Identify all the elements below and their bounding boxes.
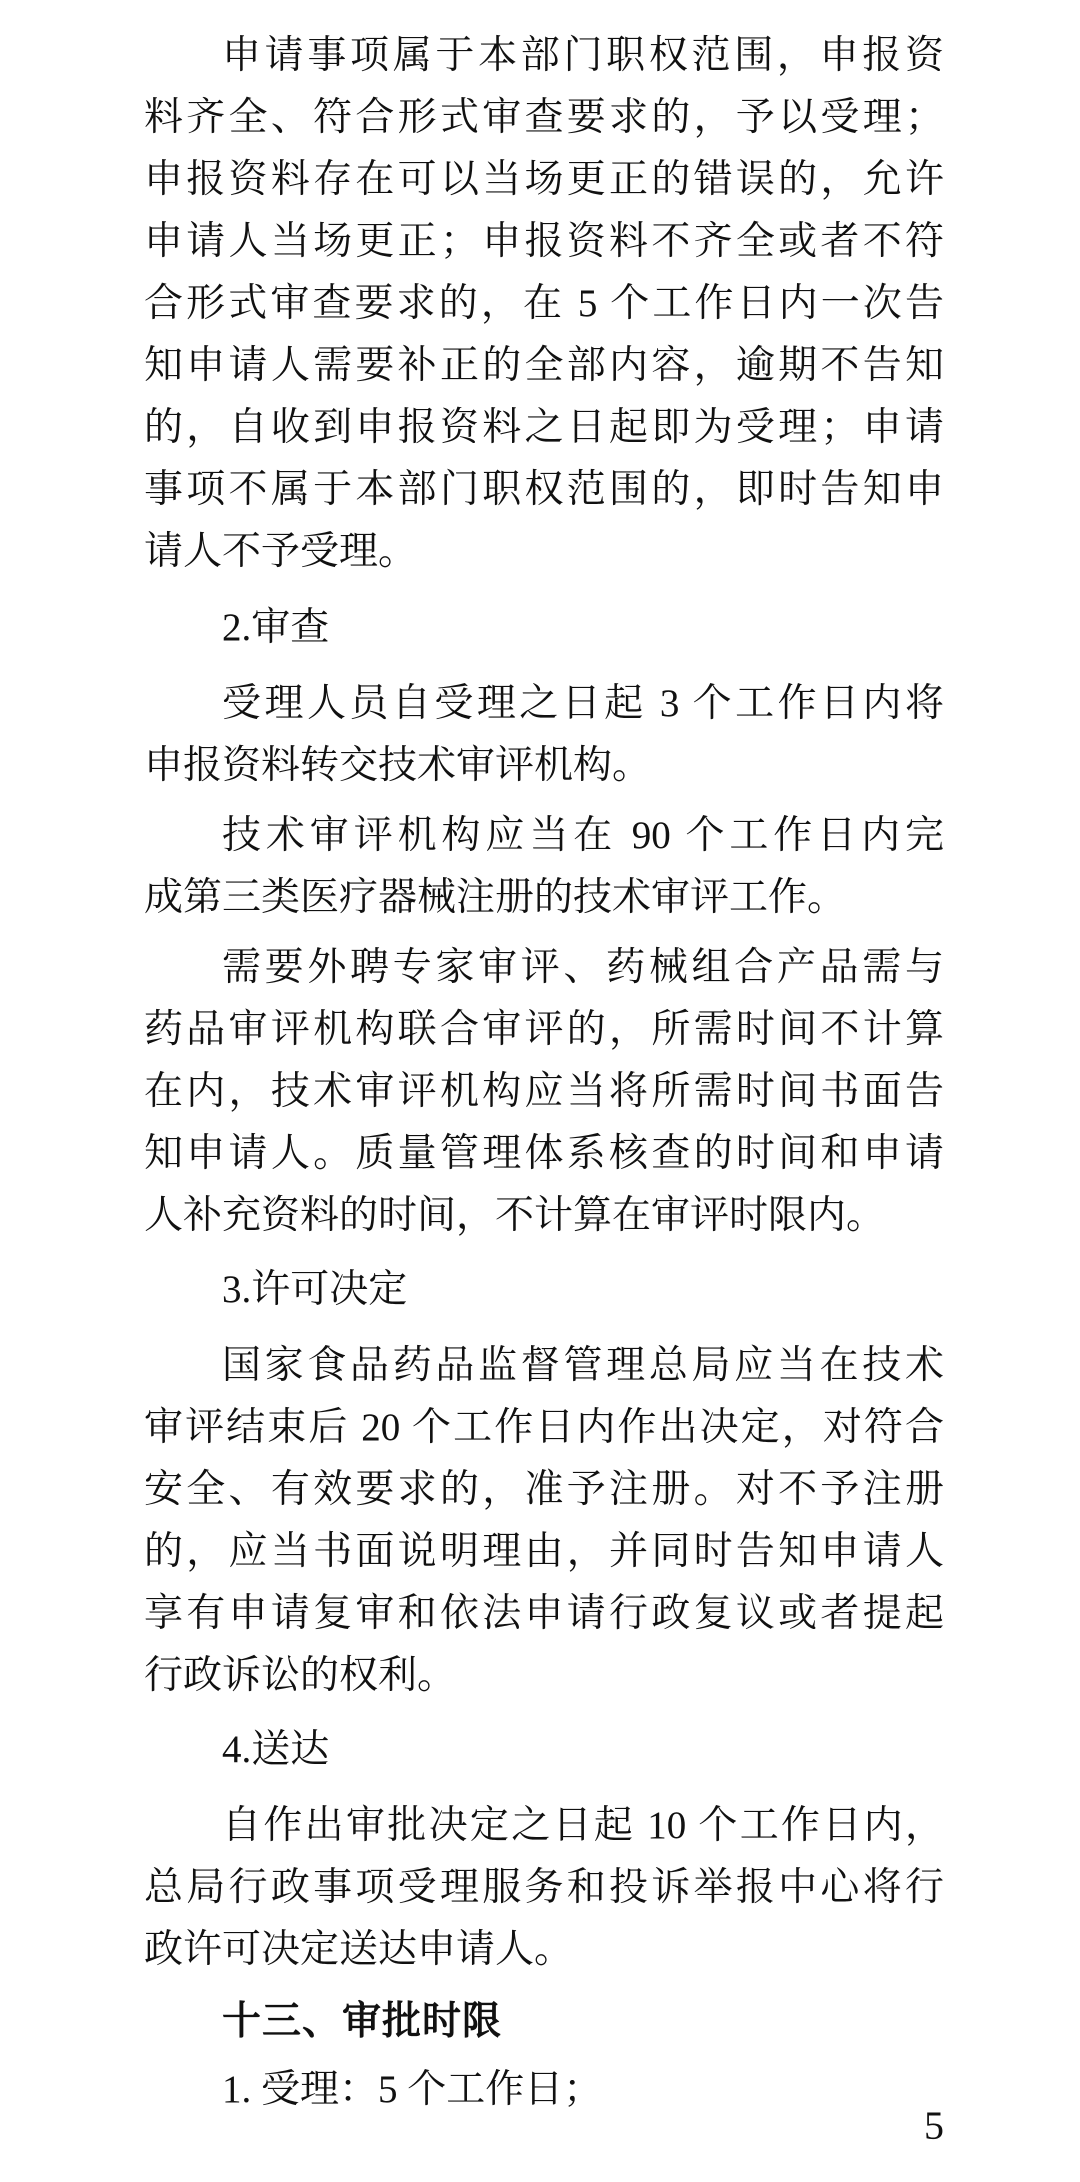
paragraph-line: 总局行政事项受理服务和投诉举报中心将行 [144, 1866, 944, 1909]
section-heading: 3.许可决定 [222, 1268, 408, 1311]
section-heading: 4.送达 [222, 1728, 330, 1771]
paragraph-line: 技术审评机构应当在 90 个工作日内完 [222, 814, 944, 857]
paragraph-line: 国家食品药品监督管理总局应当在技术 [222, 1344, 944, 1387]
paragraph-line: 合形式审查要求的，在 5 个工作日内一次告 [144, 282, 944, 325]
paragraph-line: 料齐全、符合形式审查要求的，予以受理； [144, 96, 944, 139]
paragraph-line: 知申请人需要补正的全部内容，逾期不告知 [144, 344, 944, 387]
paragraph-line: 需要外聘专家审评、药械组合产品需与 [222, 946, 944, 989]
paragraph-line: 在内，技术审评机构应当将所需时间书面告 [144, 1070, 944, 1113]
paragraph-line: 审评结束后 20 个工作日内作出决定，对符合 [144, 1406, 944, 1449]
paragraph-line: 的，应当书面说明理由，并同时告知申请人 [144, 1530, 944, 1573]
chapter-heading: 十三、审批时限 [222, 2000, 503, 2043]
paragraph-line: 药品审评机构联合审评的，所需时间不计算 [144, 1008, 944, 1051]
paragraph-line: 行政诉讼的权利。 [144, 1654, 457, 1697]
page-number: 5 [924, 2103, 944, 2148]
paragraph-line: 成第三类医疗器械注册的技术审评工作。 [144, 876, 847, 919]
paragraph-line: 自作出审批决定之日起 10 个工作日内， [222, 1804, 944, 1847]
paragraph-line: 的，自收到申报资料之日起即为受理；申请 [144, 406, 944, 449]
list-item: 1. 受理：5 个工作日； [222, 2068, 603, 2111]
paragraph-line: 安全、有效要求的，准予注册。对不予注册 [144, 1468, 944, 1511]
paragraph-line: 政许可决定送达申请人。 [144, 1928, 574, 1971]
paragraph-line: 申报资料转交技术审评机构。 [144, 744, 652, 787]
paragraph-line: 享有申请复审和依法申请行政复议或者提起 [144, 1592, 944, 1635]
section-heading: 2.审查 [222, 606, 330, 649]
paragraph-line: 人补充资料的时间，不计算在审评时限内。 [144, 1194, 886, 1237]
paragraph-line: 申报资料存在可以当场更正的错误的，允许 [144, 158, 944, 201]
paragraph-line: 申请人当场更正；申报资料不齐全或者不符 [144, 220, 944, 263]
paragraph-line: 请人不予受理。 [144, 530, 418, 573]
paragraph-line: 事项不属于本部门职权范围的，即时告知申 [144, 468, 944, 511]
paragraph-line: 知申请人。质量管理体系核查的时间和申请 [144, 1132, 944, 1175]
paragraph-line: 申请事项属于本部门职权范围，申报资 [222, 34, 944, 77]
paragraph-line: 受理人员自受理之日起 3 个工作日内将 [222, 682, 944, 725]
